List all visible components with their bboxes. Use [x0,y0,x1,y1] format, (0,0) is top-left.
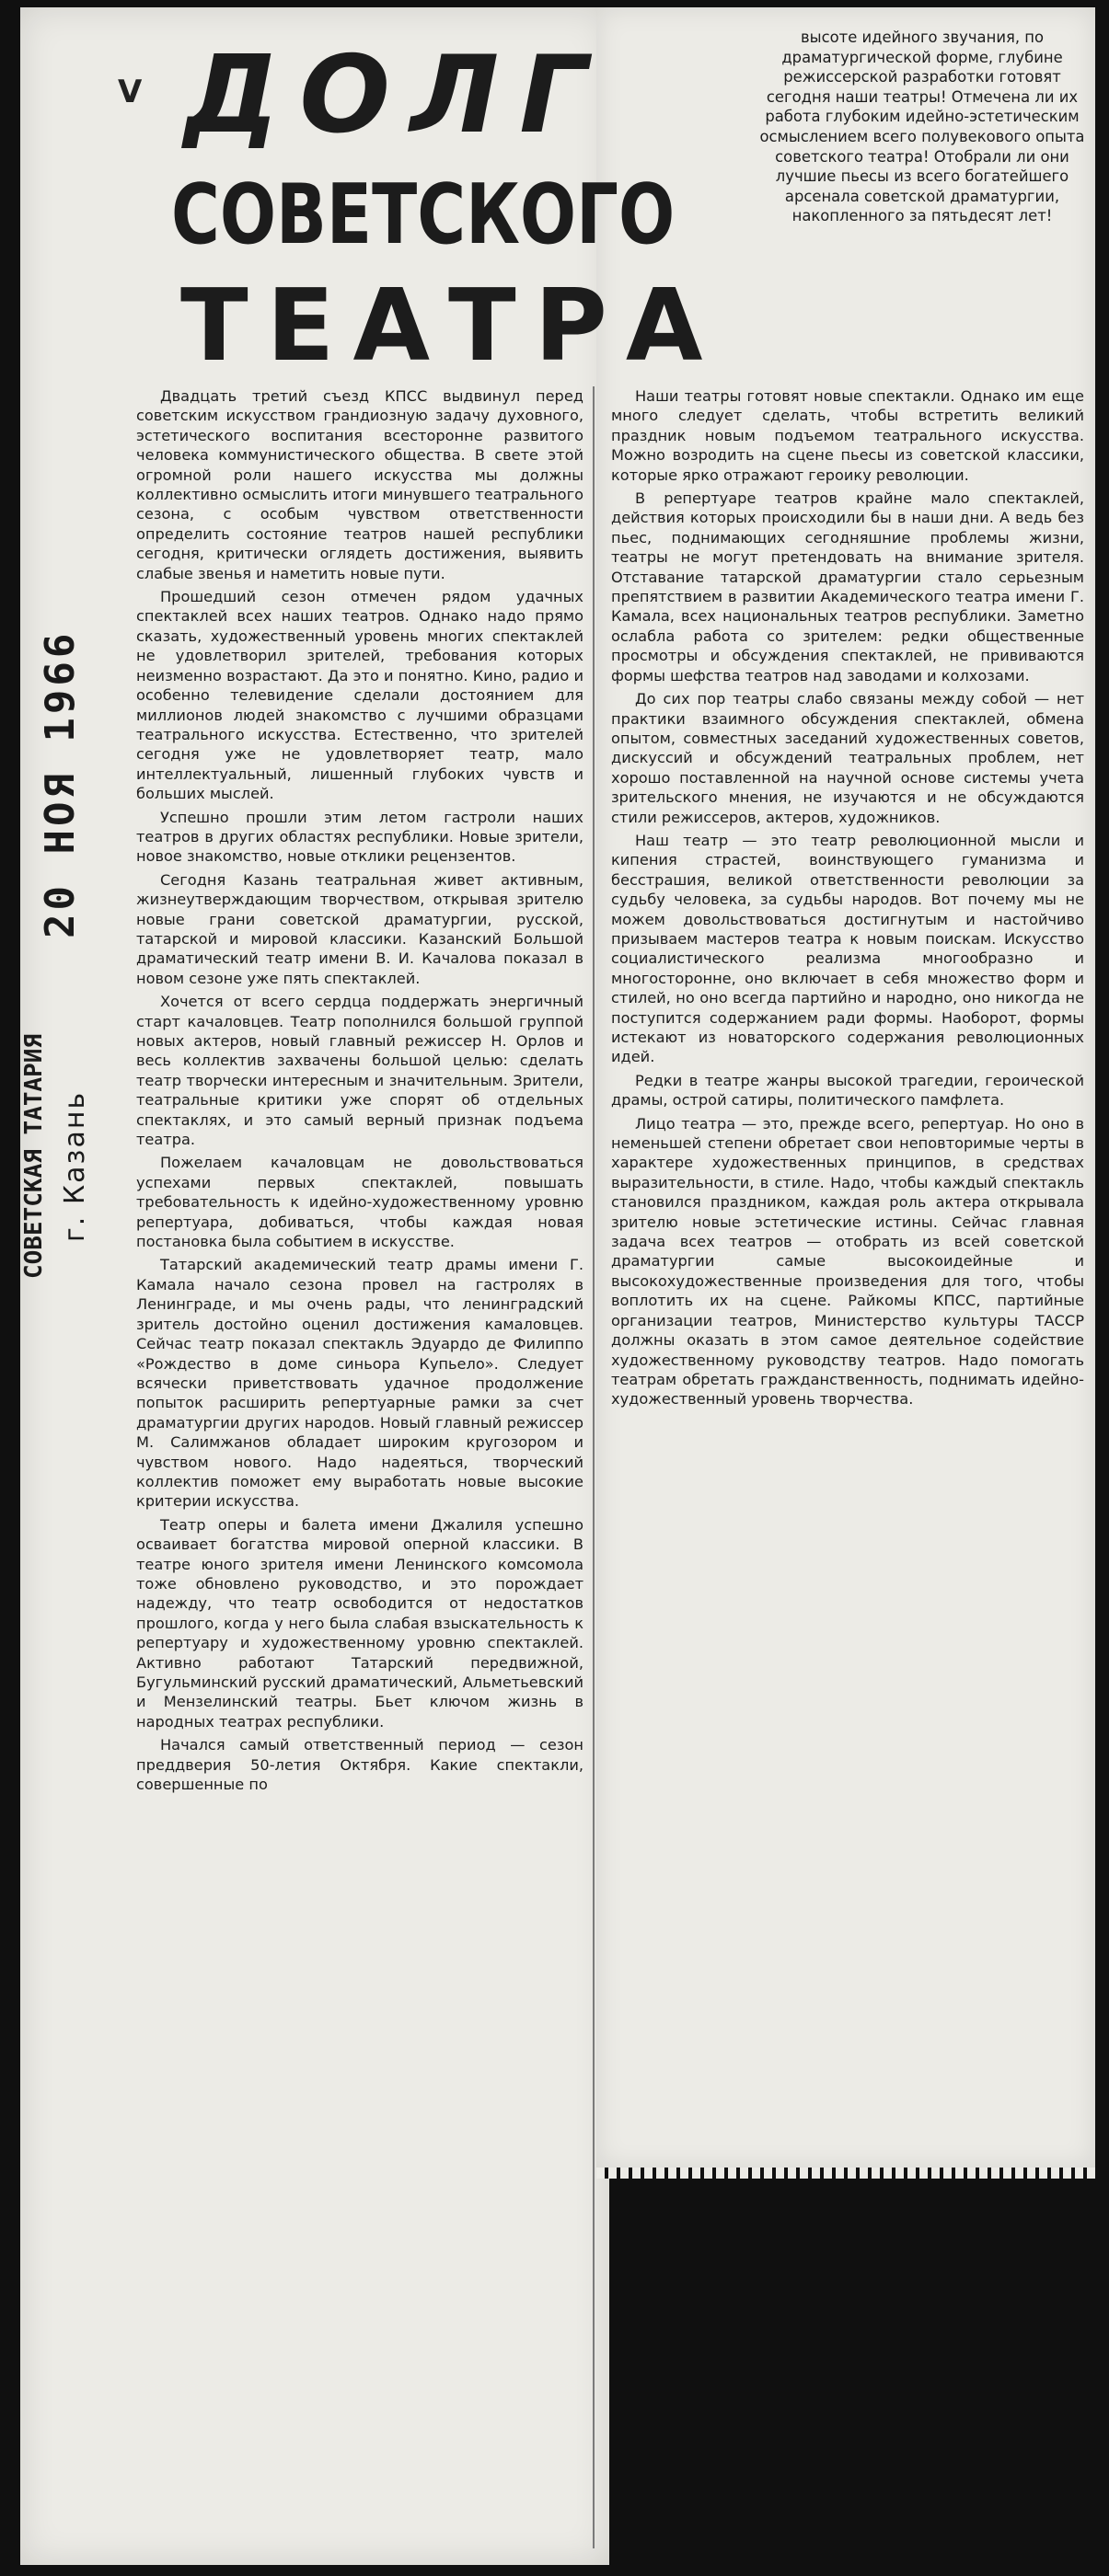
headline-line-2: СОВЕТСКОГО [171,166,676,262]
headline-line-1: ДОЛГ [184,33,608,157]
paragraph: Пожелаем качаловцам не довольствоваться успехами первых спектаклей, повышать требовательность к идейно-художественному уровню репертуара, добиваться, чтобы каждая новая постановка была событием в искусстве. [136,1154,583,1251]
paragraph: Двадцать третий съезд КПСС выдвинул перед советским искусством грандиозную задачу духовного, эстетического воспитания всесторонне развитого человека коммунистического общества. В свете этой огромной роли нашего искусства мы должны коллективно осмыслить итоги минувшего театрального сезона, с особым чувством ответственности определить состояние театров нашей республики сегодня, критически оглядеть достижения, выявить слабые звенья и наметить новые пути. [136,387,583,582]
article-column-left [136,386,583,1798]
paragraph: Наши театры готовят новые спектакли. Однако им еще много следует сделать, чтобы встретить великий праздник новым подъемом театрального искусства. Можно возродить на сцене пьесы из советской классики, которые ярко отражают героику революции. [611,387,1084,484]
archive-date-stamp: 20 НОЯ 1966 [37,629,84,938]
article-column-right-top [757,28,1088,230]
paragraph: Сегодня Казань театральная живет активным, жизнеутверждающим творчеством, открывая зрителю новые грани советской драматургии, русской, татарской и мировой классики. Казанский Большой драматический театр имени В. И. Качалова показал в новом сезоне уже пять спектаклей. [136,870,583,987]
article-column-right [611,386,1084,1413]
column-divider [593,386,595,2548]
paragraph: высоте идейного звучания, по драматургической форме, глубине режиссерской разработки готовят сегодня наши театры! Отмечена ли их работа глубоким идейно-эстетическим осмыслением всего полувекового опыта советского театра! Отобрали ли они лучшие пьесы из всего богатейшего арсенала советской драматургии, накопленного за пятьдесят лет! [759,29,1085,225]
newspaper-source-stamp: СОВЕТСКАЯ ТАТАРИЯ [20,1033,48,1279]
paragraph: Успешно прошли этим летом гастроли наших театров в других областях республики. Новые зрители, новое знакомство, новые отклики рецензентов. [136,808,583,866]
paragraph: До сих пор театры слабо связаны между собой — нет практики взаимного обсуждения спектаклей, обмена опытом, совместных заседаний художественных советов, дискуссий и обсуждений театральных проблем, нет хорошо поставленной на научной основе системы учета зрительского мнения, не изучаются и не обсуждаются стили режиссеров, актеров, художников. [611,690,1084,826]
paragraph: Лицо театра — это, прежде всего, репертуар. Но оно в неменьшей степени обретает свои неповторимые черты в характере художественных принципов, в средствах выразительности, в стиле. Надо, чтобы каждый спектакль становился праздником, каждая роль актера открывала зрителю новые эстетические истины. Сейчас главная задача всех театров — отобрать из всей советской драматургии самые высокоидейные и высокохудожественные произведения для того, чтобы воплотить их на сцене. Райкомы КПСС, партийные организации театров, Министерство культуры ТАССР должны оказать в этом самое деятельное содействие художественному руководству театров. Надо помогать театрам обретать гражданственность, поднимать идейно-художественный уровень творчества. [611,1114,1084,1409]
newspaper-city-stamp: г. Казань [59,1090,91,1242]
corner-mark: V [118,74,143,110]
paragraph: Татарский академический театр драмы имени Г. Камала начало сезона провел на гастролях в Ленинграде, и мы очень рады, что ленинградский зритель достойно оценил достижения камаловцев. Сейчас театр показал спектакль Эдуардо де Филиппо «Рождество в доме синьора Купьело». Следует всячески приветствовать удачное продолжение попыток расширить репертуарные рамки за счет драматургии других народов. Новый главный режиссер М. Салимжанов обладает широким кругозором и чувством нового. Надо надеяться, творческий коллектив поможет ему выработать новые высокие критерии искусства. [136,1256,583,1511]
paragraph: Начался самый ответственный период — сезон преддверия 50-летия Октября. Какие спектакли, совершенные по [136,1736,583,1794]
headline-line-3: ТЕАТРА [180,269,722,384]
paragraph: В репертуаре театров крайне мало спектаклей, действия которых происходили бы в наши дни. А ведь без пьес, поднимающих сегодняшние проблемы жизни, театры не могут претендовать на внимание зрителя. Отставание татарской драматургии стало серьезным препятствием в развитии Академического театра имени Г. Камала, всех национальных театров республики. Заметно ослабла работа со зрителем: редки общественные просмотры и обсуждения спектаклей, не прививаются формы шефства театров над заводами и колхозами. [611,489,1084,684]
paragraph: Театр оперы и балета имени Джалиля успешно осваивает богатства мировой оперной классики. В театре юного зрителя имени Ленинского комсомола тоже обновлено руководство, и это порождает надежду, что театр освободится от недостатков прошлого, когда у него была слабая взыскательность к репертуару и художественному уровню спектаклей. Активно работают Татарский передвижной, Бугульминский русский драматический, Альметьевский и Мензелинский театры. Бьет ключом жизнь в народных театрах республики. [136,1515,583,1731]
paragraph: Наш театр — это театр революционной мысли и кипения страстей, воинствующего гуманизма и бесстрашия, великой ответственности революции за судьбу человека, за судьбы народов. Вот почему мы не можем довольствоваться достигнутым и настойчиво призываем мастеров театра к новым поискам. Искусство социалистического реализма многообразно и многосторонне, оно включает в себя множество форм и стилей, но оно всегда партийно и народно, оно никогда не поступится содержанием ради формы. Наоборот, формы истекают из новаторского содержания революционных идей. [611,831,1084,1066]
paragraph: Хочется от всего сердца поддержать энергичный старт качаловцев. Театр пополнился большой группой новых актеров, новый главный режиссер Н. Орлов и весь коллектив захвачены большой целью: сделать театр творчески интересным и значительным. Зрители, театральные критики уже спорят об отдельных спектаклях, и это самый верный признак подъема театра. [136,993,583,1149]
paragraph: Прошедший сезон отмечен рядом удачных спектаклей всех наших театров. Однако надо прямо сказать, художественный уровень многих спектаклей не удовлетворил зрителей, требования которых неизменно возрастают. Да это и понятно. Кино, радио и особенно телевидение сделали достоянием для миллионов людей знакомство с лучшими образцами театрального искусства. Естественно, что зрителей сегодня уже не удовлетворяет театр, мало интеллектуальный, лишенный глубоких чувств и больших мыслей. [136,588,583,803]
paragraph: Редки в театре жанры высокой трагедии, героической драмы, острой сатиры, политического памфлета. [611,1071,1084,1110]
